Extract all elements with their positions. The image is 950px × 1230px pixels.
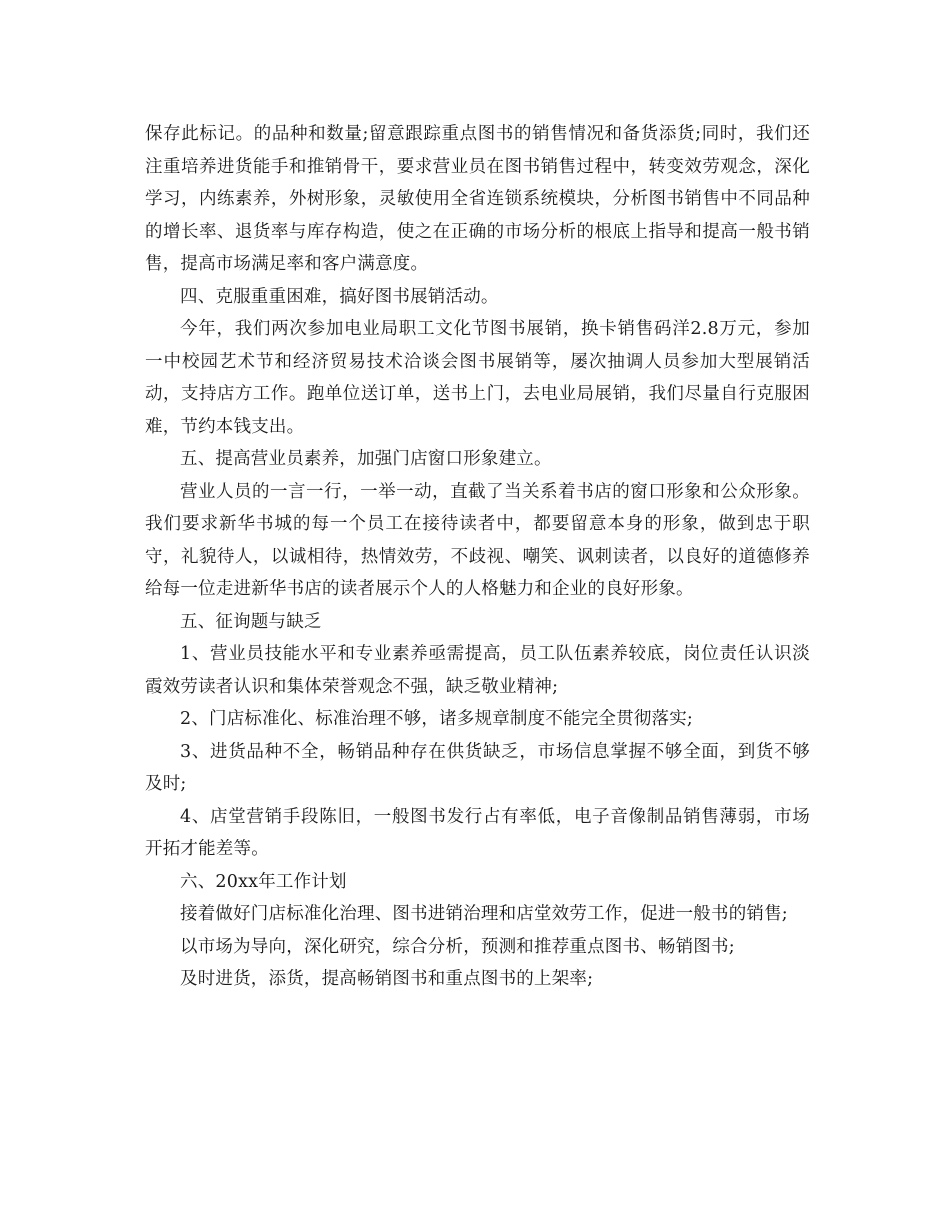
document-body [145, 118, 810, 996]
paragraph: 今年，我们两次参加电业局职工文化节图书展销，换卡销售码洋2.8万元，参加一中校园艺术节和经济贸易技术洽谈会图书展销等，屡次抽调人员参加大型展销活动，支持店方工作。跑单位送订单，送书上门，去电业局展销，我们尽量自行克服困难，节约本钱支出。 [145, 319, 810, 437]
list-item: 1、营业员技能水平和专业素养亟需提高，员工队伍素养较底，岗位责任认识淡霞效劳读者认识和集体荣誉观念不强，缺乏敬业精神; [145, 644, 810, 697]
paragraph: 以市场为导向，深化研究，综合分析，预测和推荐重点图书、畅销图书; [180, 936, 735, 957]
section-heading: 四、克服重重困难，搞好图书展销活动。 [180, 286, 499, 307]
list-item: 4、店堂营销手段陈旧，一般图书发行占有率低，电子音像制品销售薄弱，市场开拓才能差等。 [145, 806, 810, 859]
section-heading: 五、提高营业员素养，加强门店窗口形象建立。 [180, 449, 552, 469]
paragraph: 保存此标记。的品种和数量;留意跟踪重点图书的销售情况和备货添货;同时，我们还注重培养进货能手和推销骨干，要求营业员在图书销售过程中，转变效劳观念，深化学习，内练素养，外树形象，灵敏使用全省连锁系统模块，分析图书销售中不同品种的增长率、退货率与库存构造，使之在正确的市场分析的根底上指导和提高一般书销售，提高市场满足率和客户满意度。 [145, 124, 810, 274]
list-item: 2、门店标准化、标准治理不够，诸多规章制度不能完全贯彻落实; [180, 709, 694, 729]
section-heading: 六、20xx年工作计划 [180, 871, 347, 892]
section-heading: 五、征询题与缺乏 [180, 611, 322, 632]
list-item: 3、进货品种不全，畅销品种存在供货缺乏，市场信息掌握不够全面，到货不够及时; [145, 741, 810, 794]
paragraph: 及时进货，添货，提高畅销图书和重点图书的上架率; [180, 969, 594, 989]
paragraph: 接着做好门店标准化治理、图书进销治理和店堂效劳工作，促进一般书的销售; [180, 904, 788, 924]
paragraph: 营业人员的一言一行，一举一动，直截了当关系着书店的窗口形象和公众形象。我们要求新华书城的每一个员工在接待读者中，都要留意本身的形象，做到忠于职守，礼貌待人，以诚相待，热情效劳，不歧视、嘲笑、讽刺读者，以良好的道德修养给每一位走进新华书店的读者展示个人的人格魅力和企业的良好形象。 [145, 481, 810, 599]
